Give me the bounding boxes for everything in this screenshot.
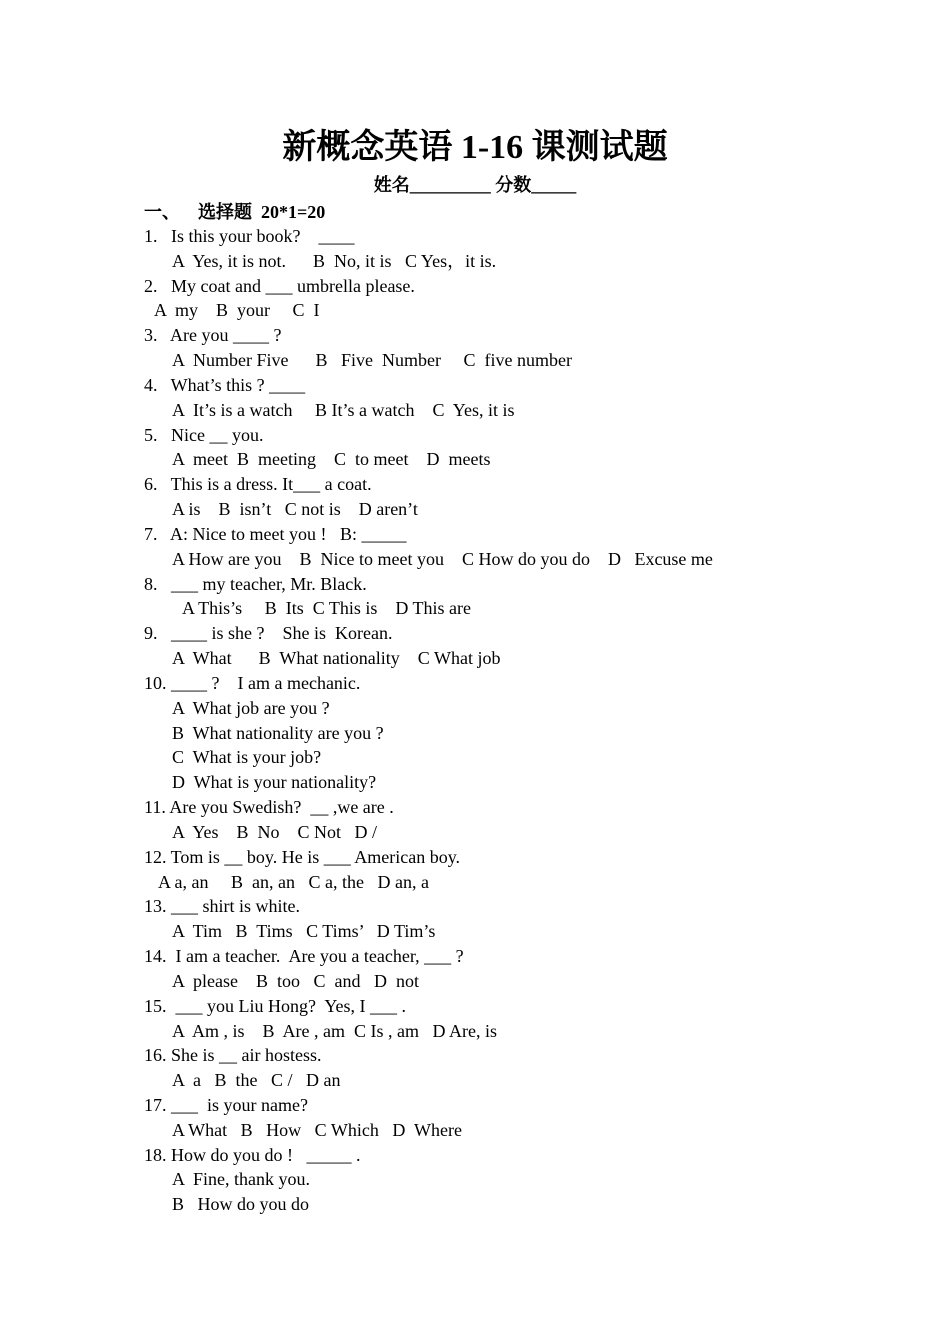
line-text: A a B the C / D an [172, 1070, 341, 1091]
document-line [0, 671, 950, 696]
line-text: 8. ___ my teacher, Mr. Black. [144, 573, 367, 594]
line-text: 6. This is a dress. It___ a coat. [144, 474, 372, 495]
document-line [0, 1043, 950, 1068]
line-text: 13. ___ shirt is white. [144, 896, 300, 917]
name-score-line: 姓名_________ 分数_____ [373, 175, 577, 195]
document-line [0, 646, 950, 671]
line-text: A Tim B Tims C Tims’ D Tim’s [172, 921, 436, 942]
question-list [0, 224, 950, 1217]
document-line [0, 745, 950, 770]
line-text: D What is your nationality? [172, 772, 377, 793]
line-text: 12. Tom is __ boy. He is ___ American boy. [144, 846, 461, 867]
document-line [0, 721, 950, 746]
line-text: 5. Nice __ you. [144, 424, 264, 445]
line-text: 17. ___ is your name? [144, 1094, 308, 1115]
document-line [0, 820, 950, 845]
line-text: 7. A: Nice to meet you ! B: _____ [144, 523, 407, 544]
document-line [0, 994, 950, 1019]
document-line [0, 845, 950, 870]
document-line [0, 795, 950, 820]
line-text: A please B too C and D not [172, 970, 419, 991]
document-line [0, 696, 950, 721]
line-text: A What B What nationality C What job [172, 648, 501, 669]
line-text: A Fine, thank you. [172, 1169, 310, 1190]
document-line [0, 373, 950, 398]
document-line [0, 497, 950, 522]
line-text: A This’s B Its C This is D This are [182, 598, 472, 619]
document-line [0, 969, 950, 994]
document-line [0, 398, 950, 423]
line-text: 11. Are you Swedish? __ ,we are . [144, 797, 394, 818]
line-text: A Number Five B Five Number C five number [172, 350, 572, 371]
document-line [0, 621, 950, 646]
document-line [0, 249, 950, 274]
line-text: 9. ____ is she ? She is Korean. [144, 623, 393, 644]
document-line [0, 572, 950, 597]
document-line [0, 298, 950, 323]
document-line [0, 1192, 950, 1217]
document-line [0, 472, 950, 497]
document-line [0, 894, 950, 919]
document-line [0, 770, 950, 795]
line-text: B How do you do [172, 1194, 310, 1215]
line-text: 10. ____ ? I am a mechanic. [144, 672, 361, 693]
document-line [0, 547, 950, 572]
line-text: C What is your job? [172, 747, 322, 768]
document-line [0, 447, 950, 472]
document-line [0, 1068, 950, 1093]
document-line [0, 423, 950, 448]
line-text: A What B How C Which D Where [172, 1119, 462, 1140]
page-title: 新概念英语 1-16 课测试题 [282, 129, 668, 166]
line-text: 1. Is this your book? ____ [144, 226, 355, 246]
document-line [0, 1167, 950, 1192]
line-text: B What nationality are you ? [172, 722, 384, 743]
line-text: 16. She is __ air hostess. [144, 1045, 322, 1066]
line-text: A What job are you ? [172, 697, 330, 718]
line-text: 4. What’s this ? ____ [144, 374, 306, 395]
document-line [0, 1019, 950, 1044]
section-heading: 一、 选择题 20*1=20 [144, 202, 326, 222]
line-text: 18. How do you do ! _____ . [144, 1144, 361, 1165]
line-text: A a, an B an, an C a, the D an, a [158, 871, 429, 892]
document-line [0, 1118, 950, 1143]
document-line [0, 522, 950, 547]
document-line [0, 1093, 950, 1118]
line-text: A meet B meeting C to meet D meets [172, 449, 491, 470]
document-line [0, 274, 950, 299]
line-text: 15. ___ you Liu Hong? Yes, I ___ . [144, 995, 407, 1016]
line-text: A It’s is a watch B It’s a watch C Yes, it is [172, 399, 515, 420]
line-text: 2. My coat and ___ umbrella please. [144, 275, 415, 296]
document-line [0, 870, 950, 895]
document-line [0, 596, 950, 621]
line-text: A Am , is B Are , am C Is , am D Are, is [172, 1020, 497, 1041]
document-line [0, 224, 950, 249]
document-line [0, 348, 950, 373]
document-line [0, 1143, 950, 1168]
line-text: A Yes, it is not. B No, it is C Yes，it is. [172, 250, 497, 271]
document-line [0, 323, 950, 348]
line-text: 14. I am a teacher. Are you a teacher, ___ ? [144, 946, 464, 967]
document-line [0, 944, 950, 969]
line-text: A my B your C I [154, 300, 320, 321]
line-text: A is B isn’t C not is D aren’t [172, 499, 418, 520]
document-line [0, 919, 950, 944]
line-text: A How are you B Nice to meet you C How do you do D Excuse me [172, 548, 713, 569]
line-text: A Yes B No C Not D / [172, 821, 378, 842]
line-text: 3. Are you ____ ? [144, 325, 282, 346]
